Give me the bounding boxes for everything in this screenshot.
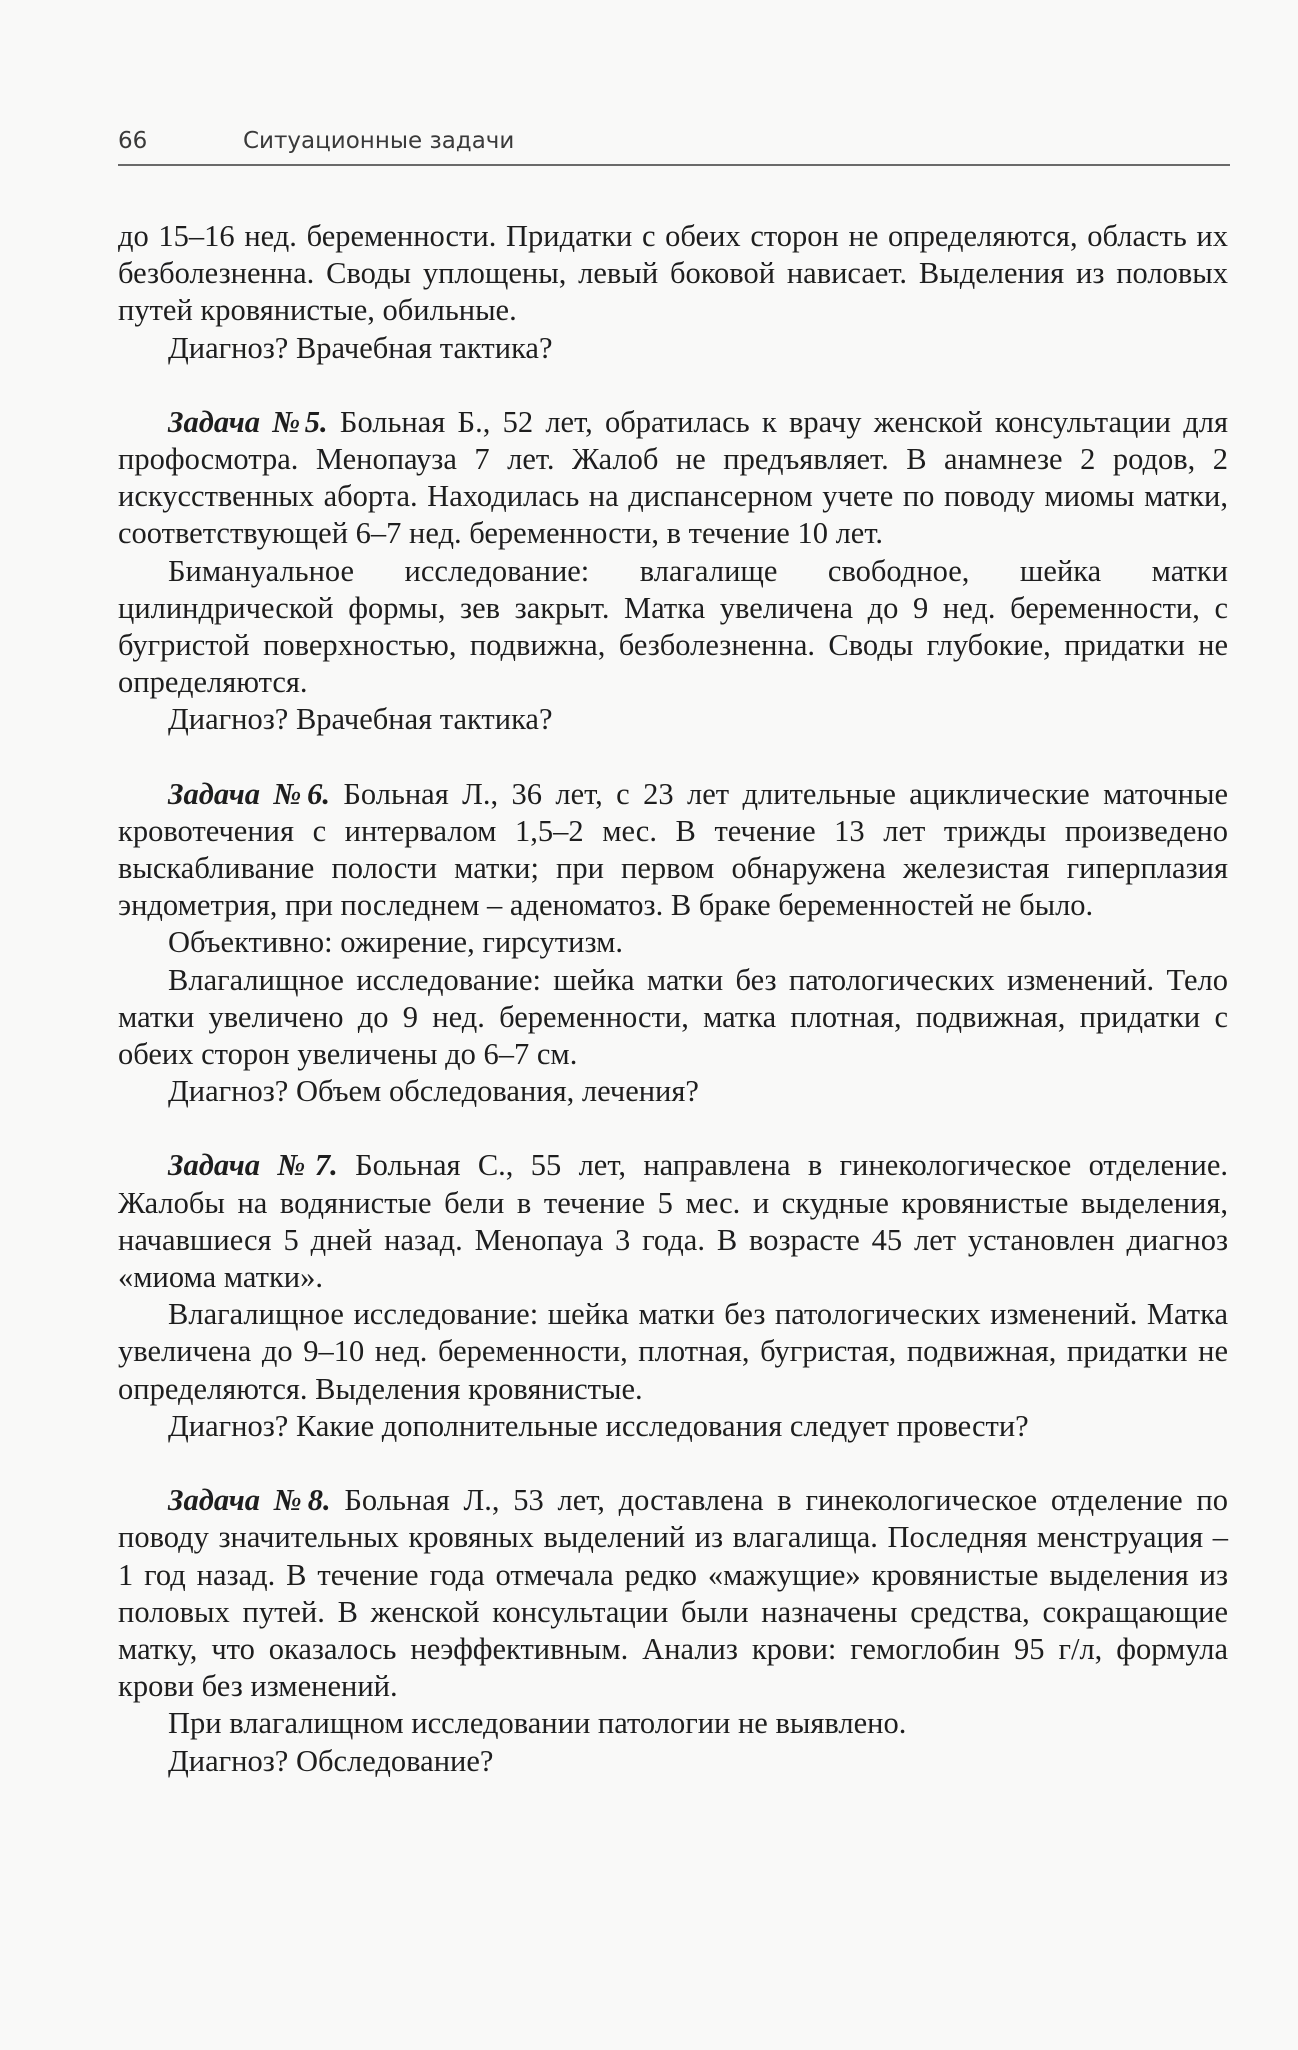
task-7-intro <box>118 1147 1228 1296</box>
running-head <box>118 124 1228 164</box>
page-number: 66 <box>118 128 148 154</box>
spacer <box>118 739 1228 776</box>
continuation-question: Диагноз? Врачебная тактика? <box>168 330 553 365</box>
task-5-exam: Бимануальное исследование: влагалище свободное, шейка матки цилиндрической формы, зев закрыт. Матка увеличена до 9 нед. беременности, с бугристой поверхностью, подвижна, безболезненна. Своды глубокие, придатки не определяются. <box>118 553 1228 700</box>
task-8-intro <box>118 1482 1228 1705</box>
task-6-label: Задача №6. <box>168 776 330 811</box>
task-8-exam: При влагалищном исследовании патологии не выявлено. <box>168 1706 907 1741</box>
page-body <box>118 218 1228 1780</box>
task-5-question: Диагноз? Врачебная тактика? <box>168 702 553 737</box>
task-8-question: Диагноз? Обследование? <box>168 1743 494 1778</box>
task-8-intro-text: Больная Л., 53 лет, доставлена в гинекологическое отделение по поводу значительных кровяных выделений из влагалища. Последняя менструация – 1 год назад. В течение года отмечала редко «мажущие» кровянистые выделения из половых путей. В женской консультации были назначены средства, сокращающие матку, что оказалось неэффективным. Анализ крови: гемоглобин 95 г/л, формула крови без изменений. <box>118 1483 1228 1704</box>
task-7-intro-text: Больная С., 55 лет, направлена в гинекологическое отделение. Жалобы на водянистые бели в течение 5 мес. и скудные кровянистые выделения, начавшиеся 5 дней назад. Менопауа 3 года. В возрасте 45 лет установлен диагноз «миома матки». <box>118 1148 1228 1295</box>
task-8-label: Задача №8. <box>168 1483 331 1518</box>
task-5-label: Задача №5. <box>168 404 328 439</box>
continuation-paragraph: до 15–16 нед. беременности. Придатки с обеих сторон не определяются, область их безболезненна. Своды уплощены, левый боковой нависает. Выделения из половых путей кровянистые, обильные. <box>118 219 1228 328</box>
task-6-objective: Объективно: ожирение, гирсутизм. <box>168 925 623 960</box>
task-5-intro-text: Больная Б., 52 лет, обратилась к врачу женской консультации для профосмотра. Менопауза 7 лет. Жалоб не предъявляет. В анамнезе 2 родов, 2 искусственных аборта. Находилась на диспансерном учете по поводу миомы матки, соответствующей 6–7 нед. беременности, в течение 10 лет. <box>118 404 1228 551</box>
spacer <box>118 1110 1228 1147</box>
task-5-intro <box>118 404 1228 553</box>
task-7-question: Диагноз? Какие дополнительные исследования следует провести? <box>168 1408 1029 1443</box>
spacer <box>118 367 1228 404</box>
task-7-label: Задача №7. <box>168 1148 338 1183</box>
section-title: Ситуационные задачи <box>243 128 515 154</box>
task-6-exam: Влагалищное исследование: шейка матки без патологических изменений. Тело матки увеличено до 9 нед. беременности, матка плотная, подвижная, придатки с обеих сторон увеличены до 6–7 см. <box>118 962 1228 1072</box>
task-7-exam: Влагалищное исследование: шейка матки без патологических изменений. Матка увеличена до 9–10 нед. беременности, плотная, бугристая, подвижная, придатки не определяются. Выделения кровянистые. <box>118 1297 1228 1406</box>
spacer <box>118 1445 1228 1482</box>
task-6-intro <box>118 776 1228 925</box>
header-rule <box>118 164 1230 166</box>
task-6-question: Диагноз? Объем обследования, лечения? <box>168 1074 699 1109</box>
task-6-intro-text: Больная Л., 36 лет, с 23 лет длительные ациклические маточные кровотечения с интервалом 1,5–2 мес. В течение 13 лет трижды произведено выскабливание полости матки; при первом обнаружена железистая гиперплазия эндометрия, при последнем – аденоматоз. В браке беременностей не было. <box>118 776 1228 923</box>
